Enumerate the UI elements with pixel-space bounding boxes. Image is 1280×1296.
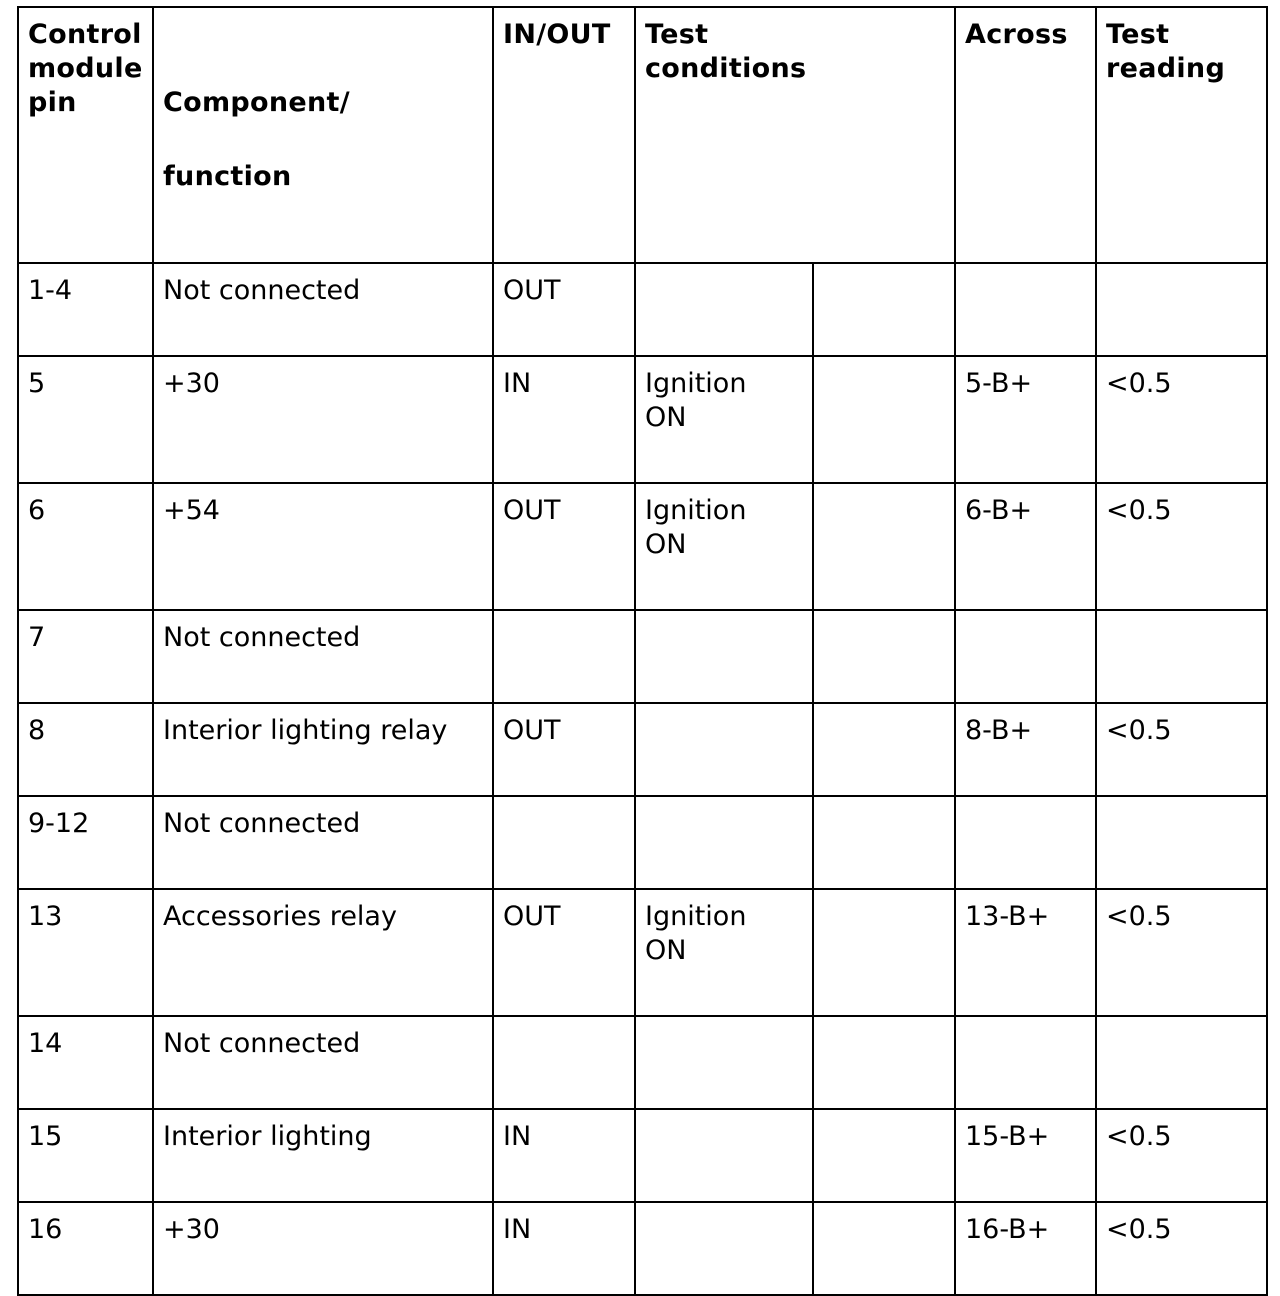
cell-in-out	[493, 1016, 635, 1109]
cell-component: Interior lighting	[153, 1109, 493, 1202]
cell-pin: 14	[18, 1016, 153, 1109]
cell-test-condition: Ignition ON	[635, 483, 813, 610]
table-row	[18, 483, 1267, 610]
cell-test-reading: <0.5	[1096, 483, 1267, 610]
cell-in-out: IN	[493, 356, 635, 483]
cell-pin: 13	[18, 889, 153, 1016]
cell-test-reading	[1096, 796, 1267, 889]
header-control-module-pin: Control module pin	[18, 7, 153, 263]
cell-in-out: OUT	[493, 703, 635, 796]
cell-test-condition-extra	[813, 483, 955, 610]
cell-across: 5-B+	[955, 356, 1096, 483]
cell-component: +54	[153, 483, 493, 610]
cell-pin: 9-12	[18, 796, 153, 889]
table-row	[18, 703, 1267, 796]
cell-pin: 1-4	[18, 263, 153, 356]
cell-component: Not connected	[153, 263, 493, 356]
cell-across: 6-B+	[955, 483, 1096, 610]
header-test-conditions: Test conditions	[635, 7, 955, 263]
cell-in-out: OUT	[493, 263, 635, 356]
cell-test-reading	[1096, 610, 1267, 703]
cell-across	[955, 610, 1096, 703]
table-row	[18, 889, 1267, 1016]
cell-across: 13-B+	[955, 889, 1096, 1016]
cell-component: Accessories relay	[153, 889, 493, 1016]
cell-test-condition	[635, 1016, 813, 1109]
cell-test-condition-extra	[813, 356, 955, 483]
cell-test-condition	[635, 610, 813, 703]
cell-test-condition	[635, 263, 813, 356]
cell-pin: 16	[18, 1202, 153, 1295]
cell-across	[955, 1016, 1096, 1109]
cell-across	[955, 796, 1096, 889]
cell-pin: 5	[18, 356, 153, 483]
cell-in-out: IN	[493, 1202, 635, 1295]
cell-test-condition-extra	[813, 1109, 955, 1202]
cell-test-condition-extra	[813, 889, 955, 1016]
table-row	[18, 1109, 1267, 1202]
cell-pin: 8	[18, 703, 153, 796]
cell-test-condition-extra	[813, 1202, 955, 1295]
header-component-function	[153, 7, 493, 263]
table-row	[18, 263, 1267, 356]
table-row	[18, 1202, 1267, 1295]
cell-pin: 7	[18, 610, 153, 703]
cell-test-condition-extra	[813, 1016, 955, 1109]
table-row	[18, 610, 1267, 703]
cell-component: Not connected	[153, 796, 493, 889]
cell-pin: 15	[18, 1109, 153, 1202]
cell-component: +30	[153, 356, 493, 483]
cell-test-condition	[635, 1202, 813, 1295]
cell-across: 15-B+	[955, 1109, 1096, 1202]
cell-pin: 6	[18, 483, 153, 610]
cell-test-reading: <0.5	[1096, 889, 1267, 1016]
table-row	[18, 796, 1267, 889]
cell-in-out: IN	[493, 1109, 635, 1202]
cell-test-condition	[635, 1109, 813, 1202]
cell-component: Not connected	[153, 610, 493, 703]
header-test-reading: Test reading	[1096, 7, 1267, 263]
header-across: Across	[955, 7, 1096, 263]
cell-test-condition-extra	[813, 263, 955, 356]
cell-across: 8-B+	[955, 703, 1096, 796]
pin-test-table	[17, 6, 1268, 1296]
cell-test-condition: Ignition ON	[635, 356, 813, 483]
cell-test-reading	[1096, 263, 1267, 356]
cell-test-condition	[635, 796, 813, 889]
cell-test-condition: Ignition ON	[635, 889, 813, 1016]
cell-in-out: OUT	[493, 483, 635, 610]
cell-in-out	[493, 796, 635, 889]
cell-component: Interior lighting relay	[153, 703, 493, 796]
cell-test-reading: <0.5	[1096, 703, 1267, 796]
cell-component: Not connected	[153, 1016, 493, 1109]
cell-test-reading: <0.5	[1096, 1202, 1267, 1295]
cell-across: 16-B+	[955, 1202, 1096, 1295]
cell-in-out: OUT	[493, 889, 635, 1016]
table-row	[18, 1016, 1267, 1109]
cell-test-condition-extra	[813, 610, 955, 703]
cell-test-reading: <0.5	[1096, 1109, 1267, 1202]
cell-test-condition-extra	[813, 703, 955, 796]
cell-test-reading: <0.5	[1096, 356, 1267, 483]
cell-test-reading	[1096, 1016, 1267, 1109]
header-component-line2: function	[163, 161, 292, 192]
table-row	[18, 356, 1267, 483]
cell-test-condition	[635, 703, 813, 796]
header-component-line1: Component/	[163, 87, 350, 118]
cell-test-condition-extra	[813, 796, 955, 889]
cell-in-out	[493, 610, 635, 703]
cell-component: +30	[153, 1202, 493, 1295]
header-in-out: IN/OUT	[493, 7, 635, 263]
table-header-row	[18, 7, 1267, 263]
cell-across	[955, 263, 1096, 356]
